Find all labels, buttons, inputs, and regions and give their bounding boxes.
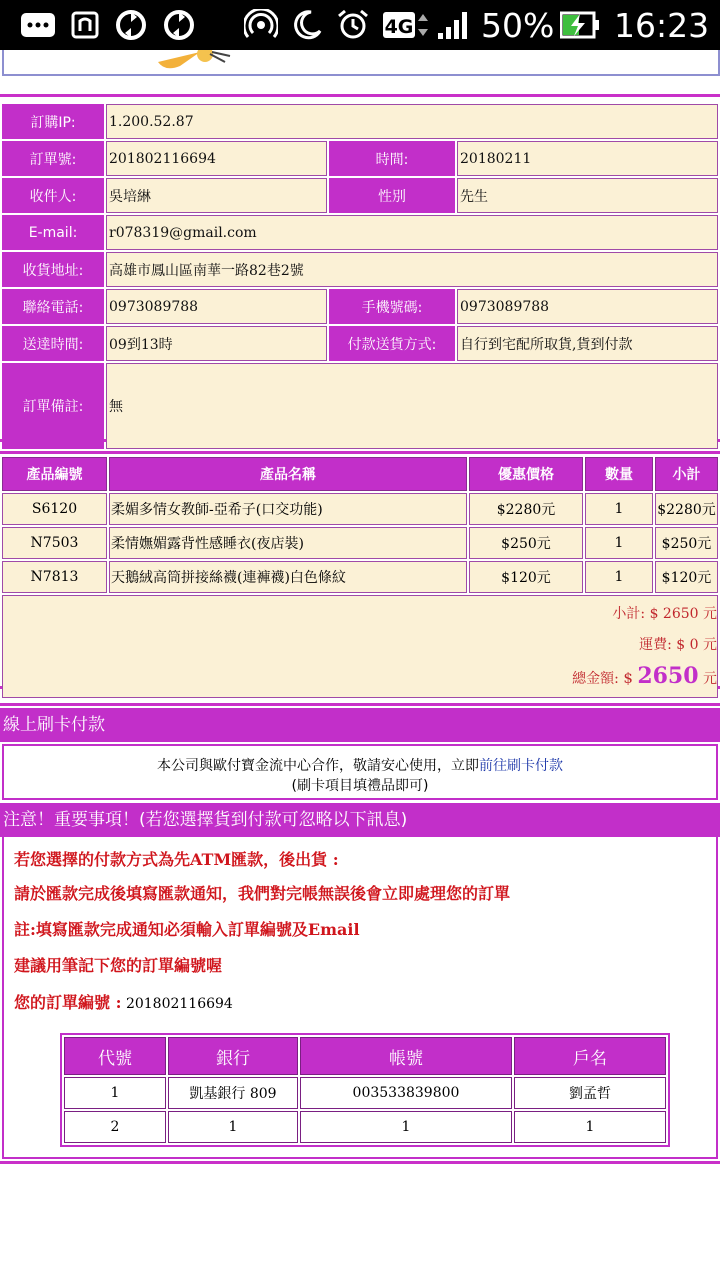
delivery-label: 送達時間: [2, 326, 104, 361]
table-row [64, 1077, 666, 1109]
product-price: $250元 [469, 527, 583, 559]
recipient-value: 吳培綝 [106, 178, 327, 213]
product-subtotal: $120元 [655, 561, 718, 593]
card-payment-box [2, 744, 718, 800]
bank-holder: 1 [514, 1111, 666, 1143]
table-row [2, 561, 718, 593]
bank-header-row [64, 1037, 666, 1075]
total-label: 總金額: [572, 671, 619, 687]
bank-table [62, 1035, 668, 1145]
shipping-label: 運費: [639, 637, 672, 653]
notice-order-no [14, 990, 233, 1013]
product-subtotal: $250元 [655, 527, 718, 559]
bank-name: 1 [168, 1111, 298, 1143]
moon-icon [290, 9, 324, 41]
bank-name: 凱基銀行 809 [168, 1077, 298, 1109]
email-label: E-mail: [2, 215, 104, 250]
clock: 16:23 [614, 6, 710, 45]
col-qty: 數量 [585, 457, 653, 491]
gender-value: 先生 [457, 178, 718, 213]
battery-percent: 50% [481, 6, 555, 45]
product-subtotal: $2280元 [655, 493, 718, 525]
product-code: N7813 [2, 561, 107, 593]
svg-text:4G: 4G [384, 16, 414, 38]
card-payment-line2: (刷卡項目填禮品即可) [291, 778, 429, 794]
nfc-icon [70, 9, 100, 41]
order-no-value: 201802116694 [106, 141, 327, 176]
col-product-code: 產品編號 [2, 457, 107, 491]
mobile-value: 0973089788 [457, 289, 718, 324]
products-table [0, 455, 720, 700]
product-price: $2280元 [469, 493, 583, 525]
product-name: 柔情嫵媚露背性感睡衣(夜店裝) [109, 527, 467, 559]
payment-section [0, 703, 720, 1164]
table-row [64, 1111, 666, 1143]
message-icon [20, 9, 56, 41]
mobile-label: 手機號碼: [329, 289, 455, 324]
sync-icon-2 [162, 9, 196, 41]
col-bank-name: 銀行 [168, 1037, 298, 1075]
mascot-logo-icon [150, 50, 240, 72]
subtotal-value: $ 2650 元 [649, 606, 717, 622]
notice-body [2, 837, 718, 1159]
bank-code: 1 [64, 1077, 166, 1109]
bank-account: 003533839800 [300, 1077, 512, 1109]
bank-holder: 劉孟哲 [514, 1077, 666, 1109]
card-payment-line1 [4, 756, 716, 776]
status-bar [0, 0, 720, 50]
header-banner [0, 50, 720, 80]
notice-line-1: 若您選擇的付款方式為先ATM匯款，後出貨 : [14, 850, 339, 869]
order-summary [2, 595, 718, 698]
product-qty: 1 [585, 493, 653, 525]
products-section [0, 451, 720, 689]
product-qty: 1 [585, 561, 653, 593]
signal-icon [436, 9, 472, 41]
shipping-value: $ 0 元 [676, 637, 717, 653]
product-name: 柔媚多情女教師-亞希子(口交功能) [109, 493, 467, 525]
order-no-label: 訂單號: [2, 141, 104, 176]
recipient-label: 收件人: [2, 178, 104, 213]
payment-value: 自行到宅配所取貨,貨到付款 [457, 326, 718, 361]
total-unit: 元 [703, 671, 717, 687]
shipping-line [4, 630, 717, 661]
products-header-row [2, 457, 718, 491]
order-info-section [0, 94, 720, 442]
bank-account: 1 [300, 1111, 512, 1143]
col-bank-account: 帳號 [300, 1037, 512, 1075]
col-bank-holder: 戶名 [514, 1037, 666, 1075]
subtotal-label: 小計: [612, 606, 646, 622]
time-value: 20180211 [457, 141, 718, 176]
alarm-icon [336, 9, 370, 41]
order-info-table [0, 102, 720, 451]
product-qty: 1 [585, 527, 653, 559]
note-label: 訂單備註: [2, 363, 104, 449]
notice-order-no-value: 201802116694 [125, 996, 233, 1012]
subtotal-line [4, 599, 717, 630]
ip-label: 訂購IP: [2, 104, 104, 139]
banner-frame [2, 50, 720, 76]
notice-title: 注意！重要事項！(若您選擇貨到付款可忽略以下訊息) [0, 803, 720, 837]
notice-order-no-label: 您的訂單編號 : [14, 993, 122, 1012]
card-payment-title: 線上刷卡付款 [0, 708, 720, 742]
address-value: 高雄市鳳山區南華一路82巷2號 [106, 252, 718, 287]
phone-label: 聯絡電話: [2, 289, 104, 324]
product-name: 天鵝絨高筒拼接絲襪(連褲襪)白色條紋 [109, 561, 467, 593]
product-code: N7503 [2, 527, 107, 559]
network-4g-icon [382, 9, 430, 41]
phone-value: 0973089788 [106, 289, 327, 324]
card-payment-link[interactable]: 前往刷卡付款 [479, 758, 563, 774]
email-value: r078319@gmail.com [106, 215, 718, 250]
delivery-value: 09到13時 [106, 326, 327, 361]
table-row [2, 493, 718, 525]
table-row [2, 527, 718, 559]
bank-table-wrapper [60, 1033, 670, 1147]
col-product-name: 產品名稱 [109, 457, 467, 491]
ip-value: 1.200.52.87 [106, 104, 718, 139]
note-value: 無 [106, 363, 718, 449]
product-code: S6120 [2, 493, 107, 525]
time-label: 時間: [329, 141, 455, 176]
gender-label: 性別 [329, 178, 455, 213]
address-label: 收貨地址: [2, 252, 104, 287]
notice-line-4: 建議用筆記下您的訂單編號喔 [14, 956, 223, 975]
col-price: 優惠價格 [469, 457, 583, 491]
bank-code: 2 [64, 1111, 166, 1143]
col-subtotal: 小計 [655, 457, 718, 491]
product-price: $120元 [469, 561, 583, 593]
total-value: 2650 [637, 663, 699, 689]
notice-line-3: 註:填寫匯款完成通知必須輸入訂單編號及Email [14, 920, 360, 939]
total-currency: $ [623, 669, 633, 687]
hotspot-icon [244, 9, 278, 41]
total-line [4, 661, 717, 695]
payment-label: 付款送貨方式: [329, 326, 455, 361]
col-bank-code: 代號 [64, 1037, 166, 1075]
notice-line-2: 請於匯款完成後填寫匯款通知，我們對完帳無誤後會立即處理您的訂單 [14, 884, 511, 903]
card-payment-text: 本公司與歐付寶金流中心合作，敬請安心使用，立即 [157, 758, 479, 774]
sync-icon [114, 9, 148, 41]
battery-charging-icon [560, 9, 600, 41]
